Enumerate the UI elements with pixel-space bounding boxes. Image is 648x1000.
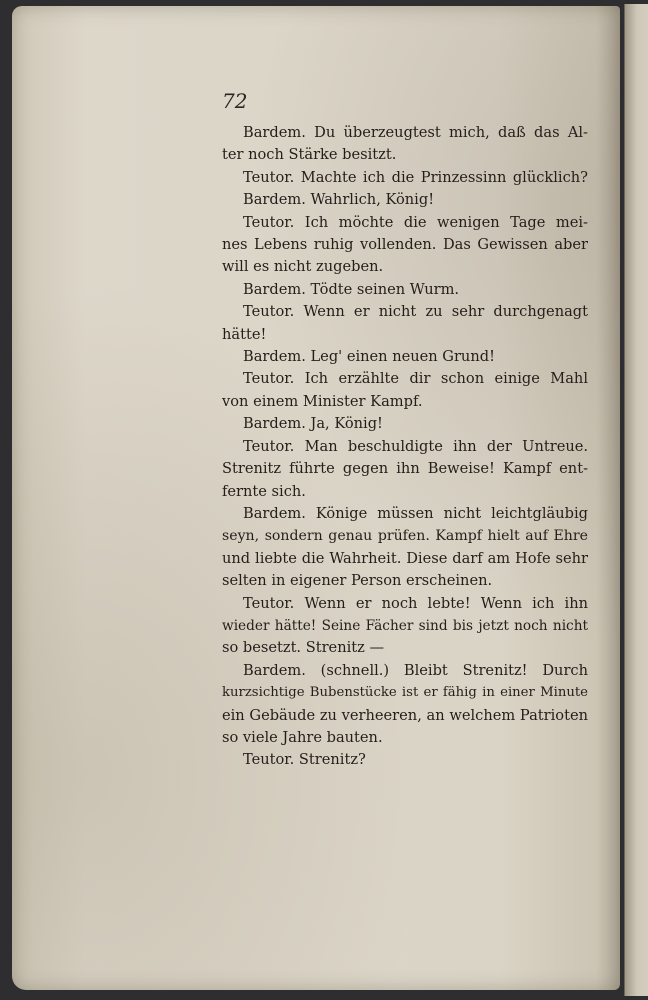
text-line: und liebte die Wahrheit. Diese darf am Hofe sehr <box>222 549 588 567</box>
text-line: Bardem. Wahrlich, König! <box>243 191 435 209</box>
text-line: von einem Minister Kampf. <box>222 392 423 410</box>
text-line: kurzsichtige Bubenstücke ist er fähig in einer Minute <box>222 685 588 701</box>
play-text <box>222 122 588 772</box>
text-line: so besetzt. Strenitz — <box>222 639 385 657</box>
gutter-shadow <box>596 6 620 990</box>
text-line: so viele Jahre bauten. <box>222 728 383 746</box>
text-line: Bardem. Ja, König! <box>243 415 383 433</box>
text-line: seyn, sondern genau prüfen. Kampf hielt auf Ehre <box>222 528 588 545</box>
text-line: fernte sich. <box>222 482 306 500</box>
text-line: Teutor. Strenitz? <box>243 751 366 769</box>
text-line: Bardem. Leg' einen neuen Grund! <box>243 348 495 366</box>
text-line: Teutor. Wenn er noch lebte! Wenn ich ihn <box>243 594 588 612</box>
page-number: 72 <box>222 89 248 113</box>
text-line: nes Lebens ruhig vollenden. Das Gewissen aber <box>222 236 588 254</box>
text-line: selten in eigener Person erscheinen. <box>222 572 493 590</box>
text-line: Bardem. Könige müssen nicht leichtgläubig <box>243 504 588 522</box>
facing-page-edge <box>624 4 648 996</box>
text-line: ein Gebäude zu verheeren, an welchem Patrioten <box>222 706 588 724</box>
text-line: Teutor. Man beschuldigte ihn der Untreue. <box>243 437 588 455</box>
text-line: Bardem. (schnell.) Bleibt Strenitz! Durch <box>243 661 588 679</box>
text-line: Bardem. Du überzeugtest mich, daß das Al- <box>243 124 588 141</box>
text-line: ter noch Stärke besitzt. <box>222 146 397 164</box>
text-line: Teutor. Machte ich die Prinzessinn glücklich? <box>243 168 588 186</box>
text-line: Strenitz führte gegen ihn Beweise! Kampf ent- <box>222 460 588 478</box>
text-line: wieder hätte! Seine Fächer sind bis jetzt noch nicht <box>222 617 588 634</box>
text-line: will es nicht zugeben. <box>222 258 384 276</box>
text-line: Teutor. Ich erzählte dir schon einige Mahl <box>243 370 588 388</box>
text-line: Bardem. Tödte seinen Wurm. <box>243 280 460 298</box>
text-line: hätte! <box>222 325 267 343</box>
text-line: Teutor. Wenn er nicht zu sehr durchgenagt <box>243 303 588 321</box>
text-line: Teutor. Ich möchte die wenigen Tage mei- <box>243 213 588 231</box>
